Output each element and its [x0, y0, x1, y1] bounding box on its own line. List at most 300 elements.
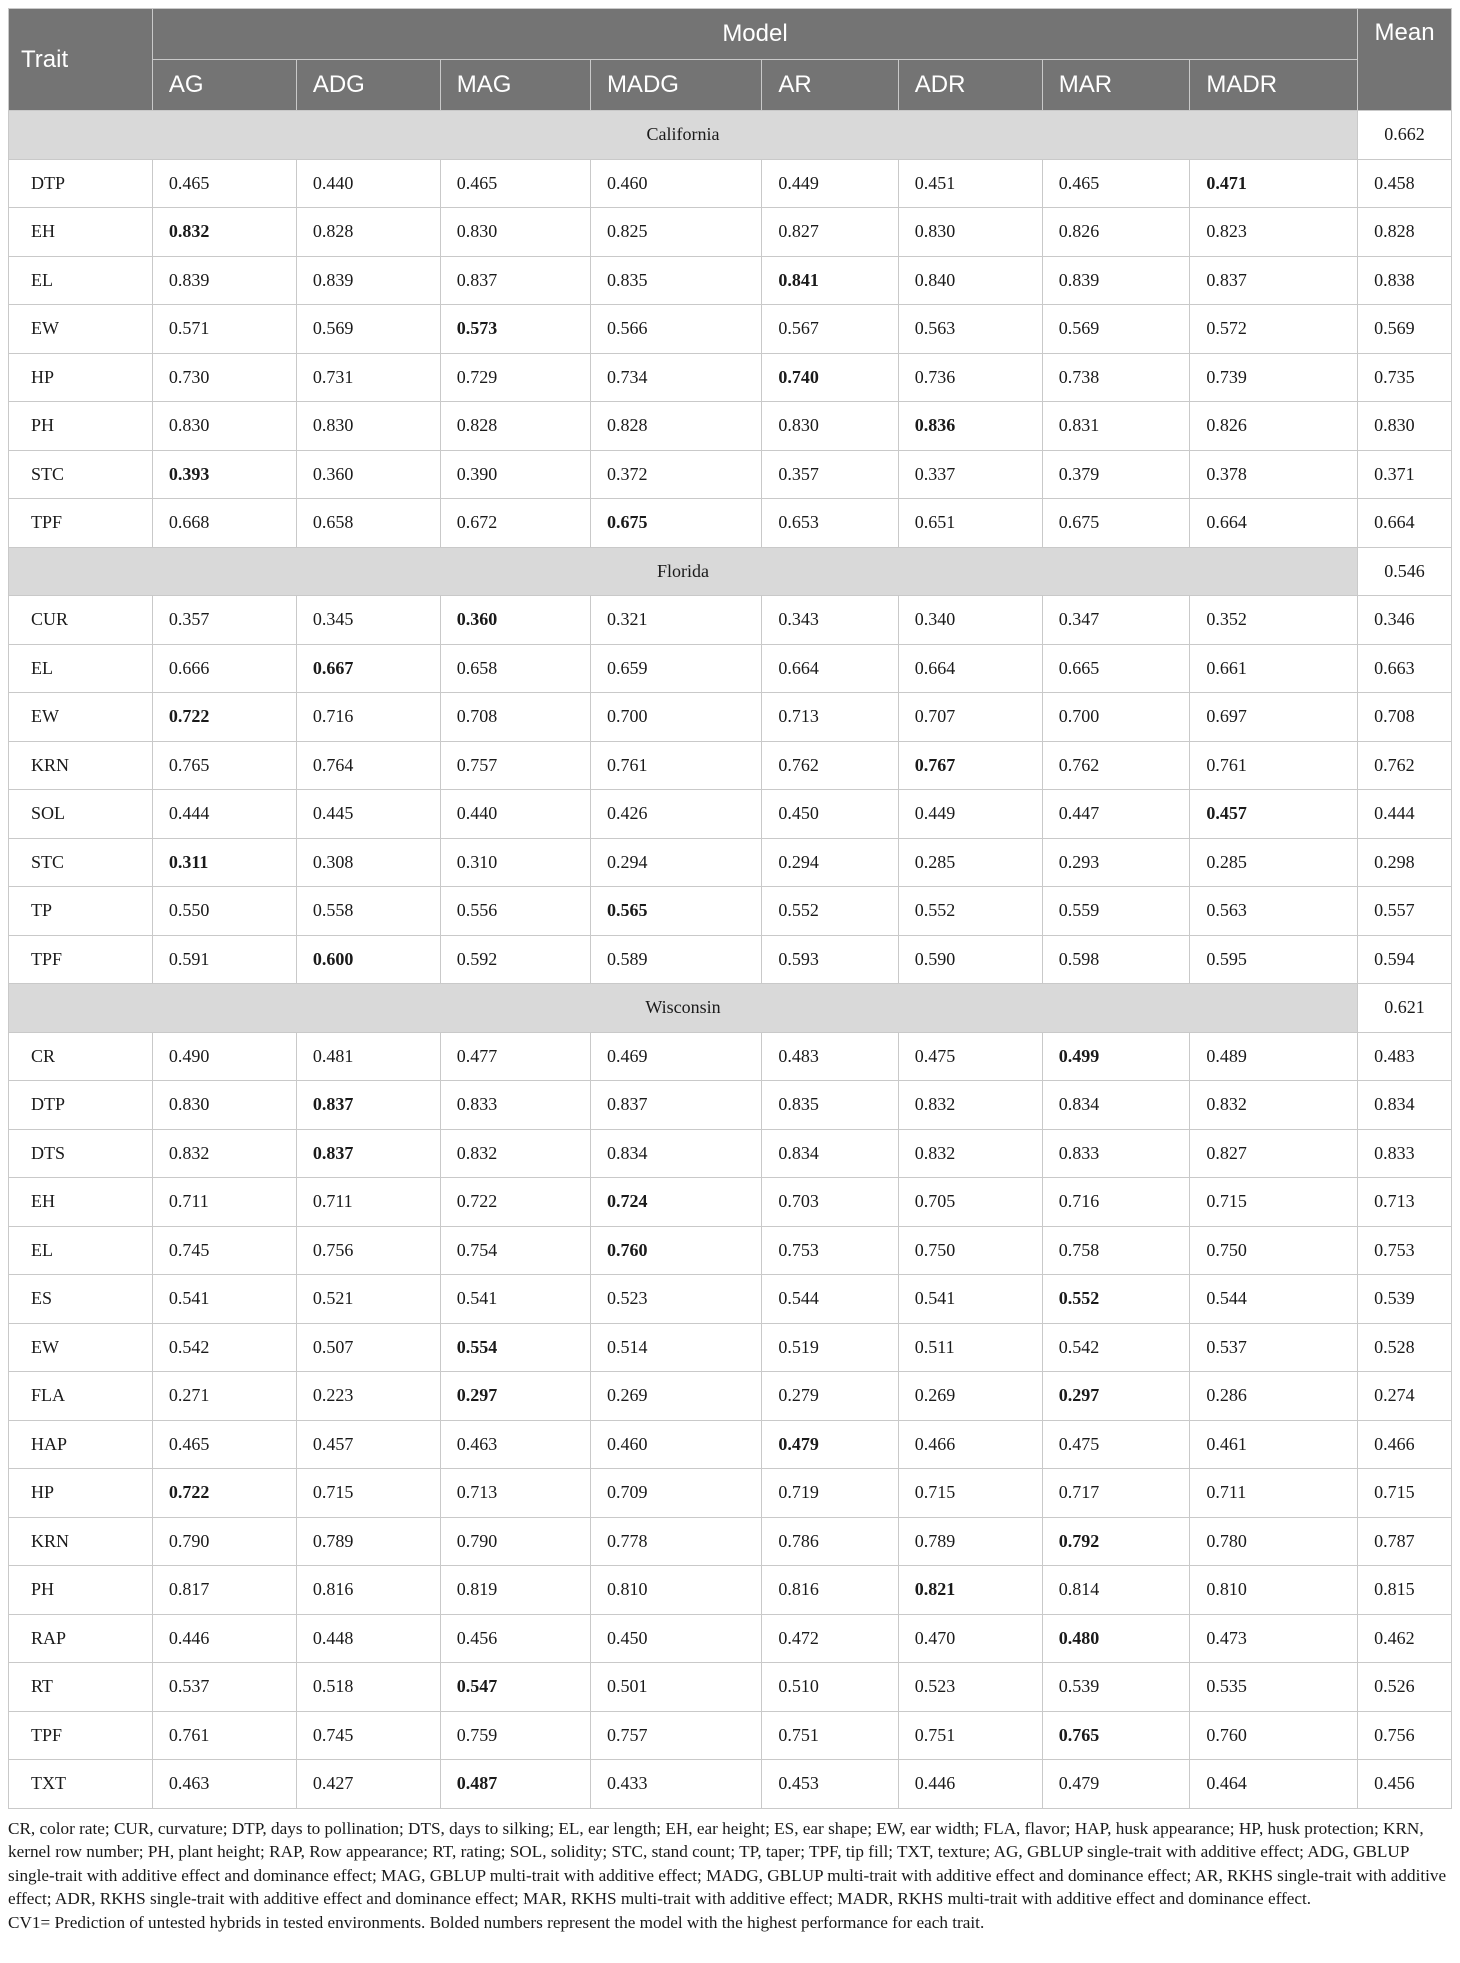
best-value: 0.573: [456, 318, 498, 339]
table-row: [9, 790, 1452, 839]
value-cell-ar: 0.753: [762, 1226, 898, 1275]
value-cell-madr: 0.750: [1190, 1226, 1358, 1275]
value-cell-ar: 0.827: [762, 208, 898, 257]
model-header-adr: ADR: [898, 60, 1042, 111]
mean-cell: 0.274: [1358, 1372, 1452, 1421]
mean-cell: 0.830: [1358, 402, 1452, 451]
mean-cell: 0.735: [1358, 353, 1452, 402]
value-cell-adg: 0.828: [296, 208, 440, 257]
best-value: 0.457: [1206, 803, 1247, 824]
best-value: 0.767: [914, 754, 956, 775]
value-cell-adg: 0.789: [296, 1517, 440, 1566]
value-cell-madg: 0.659: [590, 644, 761, 693]
value-cell-madr: [1190, 790, 1358, 839]
value-cell-madr: 0.595: [1190, 935, 1358, 984]
value-cell-mar: 0.833: [1042, 1129, 1190, 1178]
trait-cell: SOL: [9, 790, 153, 839]
table-row: [9, 256, 1452, 305]
best-value: 0.487: [456, 1773, 498, 1794]
model-header-mag: MAG: [440, 60, 590, 111]
value-cell-mar: [1042, 1032, 1190, 1081]
value-cell-adr: 0.563: [898, 305, 1042, 354]
value-cell-madg: 0.761: [590, 741, 761, 790]
value-cell-madr: 0.378: [1190, 450, 1358, 499]
mean-cell: 0.713: [1358, 1178, 1452, 1227]
value-cell-mar: 0.826: [1042, 208, 1190, 257]
trait-cell: HAP: [9, 1420, 153, 1469]
trait-cell: TPF: [9, 1711, 153, 1760]
value-cell-mar: 0.598: [1042, 935, 1190, 984]
trait-cell: EL: [9, 256, 153, 305]
value-cell-adg: 0.360: [296, 450, 440, 499]
value-cell-ag: 0.542: [152, 1323, 296, 1372]
trait-cell: FLA: [9, 1372, 153, 1421]
best-value: 0.600: [312, 948, 354, 969]
table-row: [9, 935, 1452, 984]
value-cell-ar: 0.751: [762, 1711, 898, 1760]
mean-cell: 0.708: [1358, 693, 1452, 742]
value-cell-adg: 0.816: [296, 1566, 440, 1615]
value-cell-madg: 0.269: [590, 1372, 761, 1421]
mean-cell: 0.833: [1358, 1129, 1452, 1178]
value-cell-madg: 0.834: [590, 1129, 761, 1178]
value-cell-ag: 0.271: [152, 1372, 296, 1421]
value-cell-mar: 0.839: [1042, 256, 1190, 305]
value-cell-madr: 0.572: [1190, 305, 1358, 354]
table-row: [9, 1081, 1452, 1130]
value-cell-adr: 0.590: [898, 935, 1042, 984]
value-cell-ar: 0.483: [762, 1032, 898, 1081]
value-cell-mag: [440, 1323, 590, 1372]
model-header-adg: ADG: [296, 60, 440, 111]
value-cell-ar: 0.357: [762, 450, 898, 499]
trait-cell: EW: [9, 1323, 153, 1372]
table-row: [9, 1323, 1452, 1372]
value-cell-ag: [152, 450, 296, 499]
value-cell-adg: 0.711: [296, 1178, 440, 1227]
value-cell-adr: 0.736: [898, 353, 1042, 402]
value-cell-adg: 0.716: [296, 693, 440, 742]
model-header-madg: MADG: [590, 60, 761, 111]
value-cell-ag: 0.730: [152, 353, 296, 402]
value-cell-madg: 0.372: [590, 450, 761, 499]
value-cell-mar: 0.539: [1042, 1663, 1190, 1712]
trait-cell: EL: [9, 644, 153, 693]
best-value: 0.297: [1058, 1385, 1100, 1406]
value-cell-madr: 0.563: [1190, 887, 1358, 936]
value-cell-madr: 0.489: [1190, 1032, 1358, 1081]
value-cell-madg: 0.433: [590, 1760, 761, 1809]
table-row: [9, 353, 1452, 402]
table-row: [9, 596, 1452, 645]
mean-column-header: Mean: [1358, 9, 1452, 111]
mean-cell: 0.762: [1358, 741, 1452, 790]
value-cell-mar: 0.717: [1042, 1469, 1190, 1518]
value-cell-adg: [296, 935, 440, 984]
value-cell-madg: 0.566: [590, 305, 761, 354]
value-cell-adg: 0.745: [296, 1711, 440, 1760]
best-value: 0.297: [456, 1385, 498, 1406]
trait-cell: TP: [9, 887, 153, 936]
value-cell-mar: 0.479: [1042, 1760, 1190, 1809]
best-value: 0.837: [312, 1094, 354, 1115]
mean-cell: 0.456: [1358, 1760, 1452, 1809]
value-cell-mag: 0.390: [440, 450, 590, 499]
value-cell-mar: 0.465: [1042, 159, 1190, 208]
table-row: [9, 1469, 1452, 1518]
table-row: [9, 402, 1452, 451]
value-cell-madg: 0.835: [590, 256, 761, 305]
value-cell-madg: [590, 887, 761, 936]
results-table: [8, 8, 1452, 1809]
best-value: 0.547: [456, 1676, 498, 1697]
value-cell-mag: [440, 1663, 590, 1712]
value-cell-madr: 0.473: [1190, 1614, 1358, 1663]
value-cell-mag: 0.658: [440, 644, 590, 693]
value-cell-ar: 0.703: [762, 1178, 898, 1227]
best-value: 0.675: [606, 512, 648, 533]
value-cell-ar: 0.830: [762, 402, 898, 451]
best-value: 0.760: [606, 1239, 648, 1260]
value-cell-adg: 0.830: [296, 402, 440, 451]
trait-cell: TPF: [9, 935, 153, 984]
value-cell-adr: 0.340: [898, 596, 1042, 645]
table-row: [9, 1711, 1452, 1760]
value-cell-mar: 0.542: [1042, 1323, 1190, 1372]
value-cell-adg: 0.308: [296, 838, 440, 887]
value-cell-adg: 0.756: [296, 1226, 440, 1275]
trait-cell: TXT: [9, 1760, 153, 1809]
trait-cell: PH: [9, 1566, 153, 1615]
best-value: 0.554: [456, 1336, 498, 1357]
model-header-mar: MAR: [1042, 60, 1190, 111]
region-name: California: [9, 111, 1358, 160]
value-cell-madg: [590, 1178, 761, 1227]
region-mean: 0.621: [1358, 984, 1452, 1033]
value-cell-mar: 0.831: [1042, 402, 1190, 451]
trait-cell: STC: [9, 450, 153, 499]
value-cell-adg: 0.839: [296, 256, 440, 305]
value-cell-madr: 0.715: [1190, 1178, 1358, 1227]
value-cell-madr: 0.537: [1190, 1323, 1358, 1372]
value-cell-ag: 0.765: [152, 741, 296, 790]
value-cell-adr: [898, 402, 1042, 451]
value-cell-adg: 0.558: [296, 887, 440, 936]
value-cell-adg: 0.507: [296, 1323, 440, 1372]
value-cell-madg: 0.294: [590, 838, 761, 887]
value-cell-adr: 0.664: [898, 644, 1042, 693]
value-cell-ag: 0.839: [152, 256, 296, 305]
value-cell-ag: 0.790: [152, 1517, 296, 1566]
value-cell-madg: 0.810: [590, 1566, 761, 1615]
trait-cell: DTP: [9, 159, 153, 208]
value-cell-adr: 0.840: [898, 256, 1042, 305]
trait-cell: PH: [9, 402, 153, 451]
value-cell-ar: 0.343: [762, 596, 898, 645]
mean-cell: 0.557: [1358, 887, 1452, 936]
best-value: 0.360: [456, 609, 498, 630]
value-cell-adg: [296, 1129, 440, 1178]
best-value: 0.765: [1058, 1724, 1100, 1745]
abbreviations-footnote: CR, color rate; CUR, curvature; DTP, days to pollination; DTS, days to silking; EL, ear length; EH, ear height; ES, ear shape; EW, ear width; FLA, flavor; HAP, husk appearance; HP, husk protection; KRN, kernel row number; PH, plant height; RAP, Row appearance; RT, rating; SOL, solidity; STC, stand count; TP, taper; TPF, tip fill; TXT, texture; AG, GBLUP single-trait with additive effect; ADG, GBLUP single-trait with additive effect and dominance effect; MAG, GBLUP multi-trait with additive effect; MADG, GBLUP multi-trait with additive effect and dominance effect; AR, RKHS single-trait with additive effect; ADR, RKHS single-trait with additive effect and dominance effect; MAR, RKHS multi-trait with additive effect; MADR, RKHS multi-trait with additive effect and dominance effect.: [8, 1818, 1447, 1908]
cv1-footnote: CV1= Prediction of untested hybrids in tested environments. Bolded numbers represent the model with the highest performance for each trait.: [8, 1912, 985, 1932]
value-cell-adg: 0.521: [296, 1275, 440, 1324]
trait-cell: RT: [9, 1663, 153, 1712]
value-cell-ag: 0.817: [152, 1566, 296, 1615]
best-value: 0.832: [168, 221, 210, 242]
mean-cell: 0.458: [1358, 159, 1452, 208]
value-cell-ar: 0.664: [762, 644, 898, 693]
value-cell-adr: 0.466: [898, 1420, 1042, 1469]
value-cell-adg: 0.731: [296, 353, 440, 402]
value-cell-adg: 0.427: [296, 1760, 440, 1809]
region-name: Wisconsin: [9, 984, 1358, 1033]
best-value: 0.667: [312, 657, 354, 678]
value-cell-madg: 0.460: [590, 1420, 761, 1469]
table-row: [9, 644, 1452, 693]
mean-cell: 0.466: [1358, 1420, 1452, 1469]
trait-cell: KRN: [9, 1517, 153, 1566]
value-cell-madg: 0.426: [590, 790, 761, 839]
value-cell-ag: 0.591: [152, 935, 296, 984]
value-cell-ar: 0.835: [762, 1081, 898, 1130]
value-cell-mar: [1042, 1711, 1190, 1760]
value-cell-adr: [898, 741, 1042, 790]
value-cell-mag: 0.837: [440, 256, 590, 305]
value-cell-ar: 0.552: [762, 887, 898, 936]
value-cell-mag: 0.828: [440, 402, 590, 451]
table-row: [9, 887, 1452, 936]
value-cell-adg: [296, 644, 440, 693]
value-cell-adr: 0.750: [898, 1226, 1042, 1275]
value-cell-adg: 0.715: [296, 1469, 440, 1518]
value-cell-mar: 0.665: [1042, 644, 1190, 693]
mean-cell: 0.715: [1358, 1469, 1452, 1518]
value-cell-adr: 0.705: [898, 1178, 1042, 1227]
value-cell-mag: 0.830: [440, 208, 590, 257]
value-cell-mar: [1042, 1275, 1190, 1324]
best-value: 0.724: [606, 1191, 648, 1212]
value-cell-madr: 0.739: [1190, 353, 1358, 402]
trait-column-header: Trait: [9, 9, 153, 111]
value-cell-ar: 0.450: [762, 790, 898, 839]
value-cell-ar: 0.567: [762, 305, 898, 354]
trait-cell: EH: [9, 208, 153, 257]
value-cell-mag: 0.456: [440, 1614, 590, 1663]
value-cell-mar: 0.762: [1042, 741, 1190, 790]
value-cell-mar: [1042, 1517, 1190, 1566]
value-cell-adr: 0.449: [898, 790, 1042, 839]
value-cell-ag: [152, 838, 296, 887]
value-cell-mag: 0.722: [440, 1178, 590, 1227]
value-cell-madr: 0.810: [1190, 1566, 1358, 1615]
region-row-wisconsin: [9, 984, 1452, 1033]
value-cell-madg: 0.460: [590, 159, 761, 208]
trait-cell: CUR: [9, 596, 153, 645]
best-value: 0.740: [778, 366, 819, 387]
value-cell-mag: 0.819: [440, 1566, 590, 1615]
value-cell-mar: 0.475: [1042, 1420, 1190, 1469]
table-row: [9, 1420, 1452, 1469]
value-cell-adr: 0.789: [898, 1517, 1042, 1566]
value-cell-ag: 0.666: [152, 644, 296, 693]
value-cell-mar: 0.700: [1042, 693, 1190, 742]
region-row-california: [9, 111, 1452, 160]
best-value: 0.499: [1058, 1045, 1100, 1066]
trait-cell: EW: [9, 693, 153, 742]
value-cell-ag: 0.537: [152, 1663, 296, 1712]
value-cell-mar: 0.738: [1042, 353, 1190, 402]
region-mean: 0.546: [1358, 547, 1452, 596]
value-cell-madr: [1190, 159, 1358, 208]
table-row: [9, 208, 1452, 257]
value-cell-madg: 0.450: [590, 1614, 761, 1663]
value-cell-ag: 0.761: [152, 1711, 296, 1760]
best-value: 0.821: [914, 1579, 956, 1600]
value-cell-madg: [590, 499, 761, 548]
trait-cell: TPF: [9, 499, 153, 548]
mean-cell: 0.834: [1358, 1081, 1452, 1130]
mean-cell: 0.753: [1358, 1226, 1452, 1275]
value-cell-madr: 0.711: [1190, 1469, 1358, 1518]
value-cell-mar: 0.675: [1042, 499, 1190, 548]
value-cell-adr: 0.511: [898, 1323, 1042, 1372]
mean-cell: 0.756: [1358, 1711, 1452, 1760]
mean-cell: 0.462: [1358, 1614, 1452, 1663]
value-cell-adr: 0.830: [898, 208, 1042, 257]
trait-cell: STC: [9, 838, 153, 887]
trait-cell: EL: [9, 1226, 153, 1275]
value-cell-mag: 0.556: [440, 887, 590, 936]
value-cell-madr: 0.761: [1190, 741, 1358, 790]
value-cell-mar: 0.559: [1042, 887, 1190, 936]
value-cell-adr: 0.446: [898, 1760, 1042, 1809]
value-cell-madg: 0.321: [590, 596, 761, 645]
value-cell-madr: 0.760: [1190, 1711, 1358, 1760]
document: [8, 8, 1452, 1934]
value-cell-madg: 0.709: [590, 1469, 761, 1518]
value-cell-adr: 0.751: [898, 1711, 1042, 1760]
value-cell-madg: 0.523: [590, 1275, 761, 1324]
value-cell-ag: 0.745: [152, 1226, 296, 1275]
value-cell-ag: 0.357: [152, 596, 296, 645]
value-cell-madg: 0.757: [590, 1711, 761, 1760]
value-cell-mar: 0.758: [1042, 1226, 1190, 1275]
value-cell-mag: 0.790: [440, 1517, 590, 1566]
mean-cell: 0.298: [1358, 838, 1452, 887]
value-cell-adg: [296, 1081, 440, 1130]
value-cell-ag: 0.571: [152, 305, 296, 354]
table-row: [9, 1372, 1452, 1421]
value-cell-adr: 0.715: [898, 1469, 1042, 1518]
value-cell-ar: 0.593: [762, 935, 898, 984]
table-row: [9, 741, 1452, 790]
value-cell-mag: 0.465: [440, 159, 590, 208]
trait-cell: DTS: [9, 1129, 153, 1178]
value-cell-mar: 0.814: [1042, 1566, 1190, 1615]
value-cell-adr: 0.552: [898, 887, 1042, 936]
value-cell-madg: [590, 1226, 761, 1275]
value-cell-mar: 0.347: [1042, 596, 1190, 645]
trait-cell: CR: [9, 1032, 153, 1081]
best-value: 0.479: [778, 1433, 819, 1454]
value-cell-adg: 0.440: [296, 159, 440, 208]
value-cell-ar: 0.544: [762, 1275, 898, 1324]
value-cell-mag: 0.592: [440, 935, 590, 984]
best-value: 0.552: [1058, 1288, 1100, 1309]
table-row: [9, 838, 1452, 887]
best-value: 0.393: [168, 463, 210, 484]
value-cell-mag: 0.672: [440, 499, 590, 548]
value-cell-mar: 0.834: [1042, 1081, 1190, 1130]
trait-cell: DTP: [9, 1081, 153, 1130]
value-cell-adg: 0.518: [296, 1663, 440, 1712]
value-cell-ar: 0.653: [762, 499, 898, 548]
value-cell-madr: 0.697: [1190, 693, 1358, 742]
mean-cell: 0.828: [1358, 208, 1452, 257]
trait-cell: EH: [9, 1178, 153, 1227]
best-value: 0.837: [312, 1142, 354, 1163]
value-cell-mag: 0.833: [440, 1081, 590, 1130]
value-cell-mag: 0.477: [440, 1032, 590, 1081]
value-cell-ag: 0.465: [152, 1420, 296, 1469]
best-value: 0.722: [168, 1482, 210, 1503]
mean-cell: 0.787: [1358, 1517, 1452, 1566]
mean-cell: 0.539: [1358, 1275, 1452, 1324]
value-cell-ag: 0.830: [152, 1081, 296, 1130]
value-cell-adr: 0.451: [898, 159, 1042, 208]
value-cell-madr: 0.285: [1190, 838, 1358, 887]
value-cell-adr: 0.832: [898, 1081, 1042, 1130]
value-cell-adg: 0.481: [296, 1032, 440, 1081]
value-cell-adr: 0.269: [898, 1372, 1042, 1421]
value-cell-ag: [152, 1469, 296, 1518]
value-cell-adr: 0.523: [898, 1663, 1042, 1712]
value-cell-madg: 0.501: [590, 1663, 761, 1712]
value-cell-ag: 0.832: [152, 1129, 296, 1178]
value-cell-madr: 0.837: [1190, 256, 1358, 305]
region-row-florida: [9, 547, 1452, 596]
value-cell-mar: 0.569: [1042, 305, 1190, 354]
trait-cell: EW: [9, 305, 153, 354]
value-cell-madr: 0.827: [1190, 1129, 1358, 1178]
value-cell-madr: 0.780: [1190, 1517, 1358, 1566]
value-cell-ag: 0.830: [152, 402, 296, 451]
value-cell-ag: 0.444: [152, 790, 296, 839]
value-cell-madr: 0.544: [1190, 1275, 1358, 1324]
best-value: 0.841: [778, 269, 819, 290]
table-footnotes: [8, 1817, 1452, 1935]
table-body: [9, 111, 1452, 1809]
value-cell-adg: 0.445: [296, 790, 440, 839]
value-cell-mag: 0.754: [440, 1226, 590, 1275]
value-cell-mar: 0.293: [1042, 838, 1190, 887]
mean-cell: 0.444: [1358, 790, 1452, 839]
model-header-ar: AR: [762, 60, 898, 111]
value-cell-madr: 0.461: [1190, 1420, 1358, 1469]
value-cell-mag: [440, 305, 590, 354]
model-header-ag: AG: [152, 60, 296, 111]
table-row: [9, 159, 1452, 208]
value-cell-adr: 0.541: [898, 1275, 1042, 1324]
value-cell-ag: 0.711: [152, 1178, 296, 1227]
value-cell-madg: 0.837: [590, 1081, 761, 1130]
region-mean: 0.662: [1358, 111, 1452, 160]
value-cell-madg: 0.778: [590, 1517, 761, 1566]
value-cell-adr: 0.285: [898, 838, 1042, 887]
value-cell-ar: [762, 1420, 898, 1469]
best-value: 0.311: [168, 851, 209, 872]
